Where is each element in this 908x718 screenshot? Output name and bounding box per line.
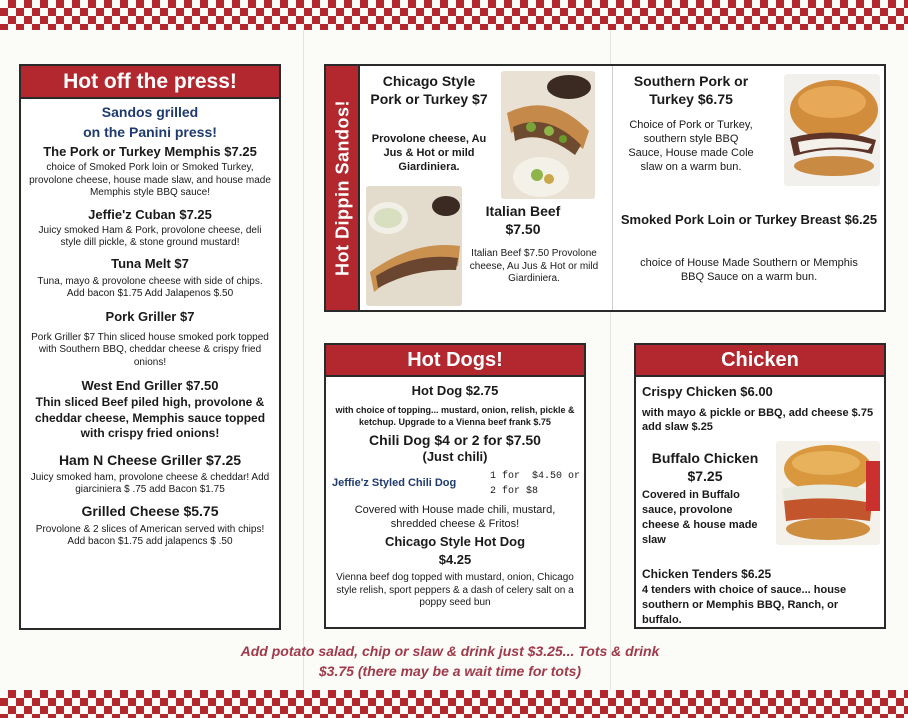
sandwich-photo xyxy=(501,71,595,199)
menu-item-desc: Choice of Pork or Turkey, southern style BBQ Sauce, House made Cole slaw on a warm bun. xyxy=(628,119,754,173)
menu-item-desc: with choice of topping... mustard, onion, relish, pickle & ketchup. Upgrade to a Vienna beef frank $.75 xyxy=(335,405,575,427)
menu-item-desc: Covered with House made chili, mustard, shredded cheese & Fritos! xyxy=(354,504,556,530)
menu-item-name: Tuna Melt $7 xyxy=(111,255,189,271)
checkered-border-top xyxy=(0,0,908,30)
menu-item-desc: Pork Griller $7 Thin sliced house smoked pork topped with Southern BBQ, cheddar cheese & crispy fried onions! xyxy=(31,331,269,368)
menu-item-name: Chicago Style Hot Dog xyxy=(384,534,526,549)
menu-item-name: Buffalo Chicken $7.25 xyxy=(651,450,759,484)
hot-dogs-panel xyxy=(324,343,586,629)
panel-header: Chicken xyxy=(636,345,884,377)
panel-subtitle: on the Panini press! xyxy=(83,124,217,140)
chicken-panel xyxy=(634,343,886,629)
hot-off-the-press-panel xyxy=(19,64,281,630)
vertical-title: Hot Dippin Sandos! xyxy=(332,100,353,276)
menu-item-name: Jeffie'z Styled Chili Dog xyxy=(332,477,457,489)
checkered-border-bottom xyxy=(0,690,908,718)
hot-dippin-sandos-panel xyxy=(324,64,886,312)
menu-item-desc: Italian Beef $7.50 Provolone cheese, Au Jus & Hot or mild Giardiniera. xyxy=(469,248,599,284)
menu-item-price: 2 for $8 xyxy=(490,486,539,497)
footer-line: Add potato salad, chip or slaw & drink just $3.25... Tots & drink xyxy=(240,643,660,659)
menu-item-name: Southern Pork or Turkey $6.75 xyxy=(633,73,749,107)
menu-item-name: Chicken Tenders $6.25 xyxy=(642,567,772,581)
menu-item-name: Crispy Chicken $6.00 xyxy=(642,384,773,399)
menu-item-name: Smoked Pork Loin or Turkey Breast $6.25 xyxy=(620,212,878,227)
menu-item-desc: Provolone cheese, Au Jus & Hot or mild Giardiniera. xyxy=(371,133,487,173)
menu-item-name: Ham N Cheese Griller $7.25 xyxy=(58,451,242,468)
vertical-header xyxy=(326,66,360,310)
menu-item-desc: Covered in Buffalo sauce, provolone cheese & house made slaw xyxy=(642,489,758,546)
menu-item-desc: Thin sliced Beef piled high, provolone & cheddar cheese, Memphis sauce topped with crispy fried onions! xyxy=(34,395,266,440)
page-fold xyxy=(303,30,304,690)
menu-item-name: Pork Griller $7 xyxy=(105,308,195,324)
menu-item-name: The Pork or Turkey Memphis $7.25 xyxy=(43,144,257,159)
footer-line: $3.75 (there may be a wait time for tots) xyxy=(318,663,582,679)
menu-item-desc: 4 tenders with choice of sauce... house southern or Memphis BBQ, Ranch, or buffalo. xyxy=(642,584,847,626)
menu-item-price: 1 for $4.50 or xyxy=(490,471,581,482)
menu-item-name: Chicago Style Pork or Turkey $7 xyxy=(370,73,488,107)
menu-item-name: Hot Dog $2.75 xyxy=(411,383,499,398)
panel-header: Hot off the press! xyxy=(21,66,279,99)
panel-divider xyxy=(612,66,613,310)
sandwich-photo xyxy=(366,186,462,306)
menu-item-name: West End Griller $7.50 xyxy=(81,378,219,393)
menu-item-desc: Tuna, mayo & provolone cheese with side of chips. Add bacon $1.75 Add Jalapenos $.50 xyxy=(37,275,263,299)
menu-item-desc: choice of House Made Southern or Memphis BBQ Sauce on a warm bun. xyxy=(640,257,858,283)
menu-item-desc: choice of Smoked Pork loin or Smoked Turkey, provolone cheese, house made slaw, and house made Memphis style BBQ sauce! xyxy=(29,162,271,198)
menu-item-name: Italian Beef $7.50 xyxy=(485,203,561,237)
buffalo-chicken-photo xyxy=(776,441,880,545)
menu-item-desc: Juicy smoked ham, provolone cheese & cheddar! Add giarciniera $ .75 add Bacon $1.75 xyxy=(30,471,270,495)
pork-sandwich-photo xyxy=(784,74,880,186)
footer-note xyxy=(200,641,700,681)
menu-item-desc: with mayo & pickle or BBQ, add cheese $.75 add slaw $.25 xyxy=(642,407,874,433)
menu-item-name: Jeffie'z Cuban $7.25 xyxy=(88,206,212,222)
menu-item-name: Grilled Cheese $5.75 xyxy=(81,502,219,519)
panel-subtitle: Sandos grilled xyxy=(101,104,199,120)
menu-item-price: $4.25 xyxy=(438,552,472,567)
menu-item-desc: Provolone & 2 slices of American served with chips! Add bacon $1.75 add jalapencs $ .50 xyxy=(35,523,265,547)
menu-item-desc: Juicy smoked Ham & Pork, provolone cheese, deli style dill pickle, & stone ground mustard! xyxy=(38,224,262,248)
panel-header: Hot Dogs! xyxy=(326,345,584,377)
menu-item-name: Chili Dog $4 or 2 for $7.50 xyxy=(369,432,541,448)
menu-item-sub: (Just chili) xyxy=(422,449,488,464)
menu-item-desc: Vienna beef dog topped with mustard, onion, Chicago style relish, sport peppers & a dash of celery salt on a poppy seed bun xyxy=(336,572,574,608)
